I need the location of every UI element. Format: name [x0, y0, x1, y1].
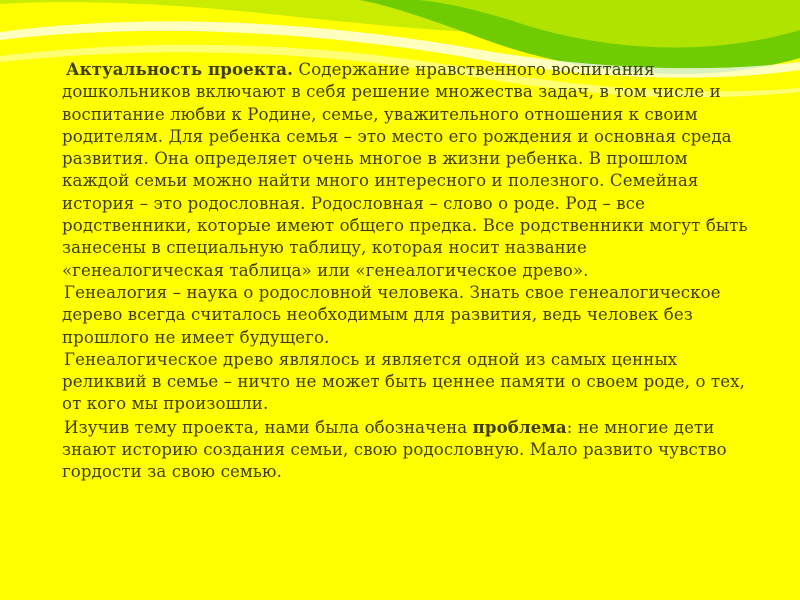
- relevance-heading: Актуальность проекта.: [66, 59, 294, 79]
- relevance-text: Содержание нравственного воспитания дошкольников включают в себя решение множества задач, в том числе и воспитание любви к Родине, семье, уважительного отношения к своим родителям. Для ребенка семья – это место его рождения и основная среда развития. Она определяет очень многое в жизни ребенка. В прошлом каждой семьи можно найти много интересного и полезного. Семейная история – это родословная. Родословная – слово о роде. Род – все родственники, которые имеют общего предка. Все родственники могут быть занесены в специальную таблицу, которая носит название «генеалогическая таблица» или «генеалогическое древо».: [62, 60, 748, 280]
- paragraph-problem: [62, 416, 752, 484]
- paragraph-genealogy: [62, 282, 752, 349]
- problem-text-before: Изучив тему проекта, нами была обозначена: [64, 417, 473, 437]
- slide-text-body: [62, 58, 752, 484]
- problem-keyword: проблема: [472, 416, 567, 437]
- genealogy-text: Генеалогия – наука о родословной человека. Знать свое генеалогическое дерево всегда считалось необходимым для развития, ведь человек без прошлого не имеет будущего.: [62, 282, 721, 347]
- problem-text-after: : не многие дети знают историю создания семьи, свою родословную. Мало развито чувство гордости за свою семью.: [62, 417, 727, 482]
- family-tree-text: Генеалогическое древо являлось и является одной из самых ценных реликвий в семье – ничто не может быть ценнее памяти о своем роде, о тех, от кого мы произошли.: [62, 349, 745, 414]
- paragraph-relevance: [62, 58, 752, 282]
- paragraph-family-tree: [62, 349, 752, 416]
